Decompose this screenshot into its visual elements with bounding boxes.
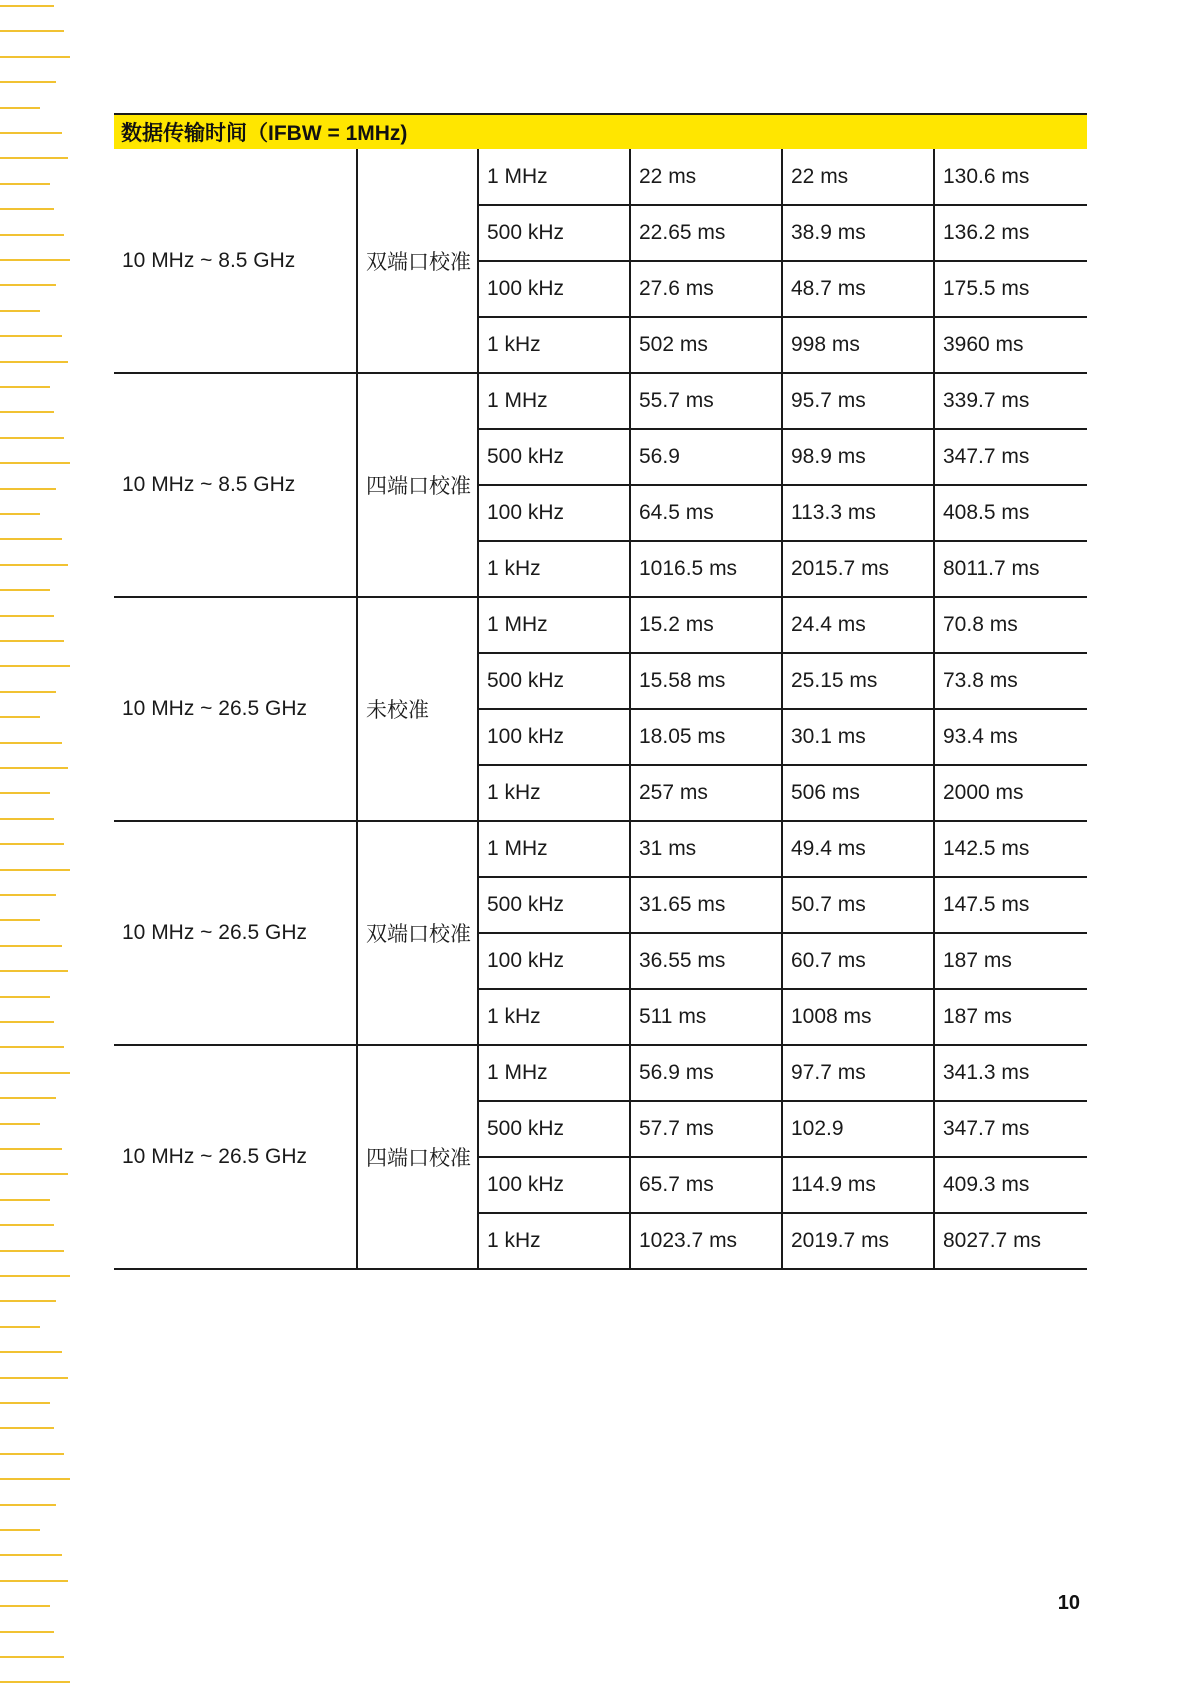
ifbw-cell: 1 kHz	[478, 989, 630, 1045]
margin-stripe	[0, 1504, 56, 1506]
margin-stripe	[0, 1275, 70, 1277]
margin-stripe	[0, 945, 62, 947]
margin-stripe	[0, 1046, 64, 1048]
margin-decoration	[0, 0, 72, 1696]
margin-stripe	[0, 411, 54, 413]
margin-stripe	[0, 1351, 62, 1353]
time-cell: 114.9 ms	[782, 1157, 934, 1213]
time-cell: 8027.7 ms	[934, 1213, 1087, 1269]
margin-stripe	[0, 1478, 70, 1480]
time-cell: 98.9 ms	[782, 429, 934, 485]
frequency-range-cell: 10 MHz ~ 26.5 GHz	[114, 1045, 357, 1269]
margin-stripe	[0, 56, 70, 58]
time-cell: 56.9	[630, 429, 782, 485]
margin-stripe	[0, 1173, 68, 1175]
ifbw-cell: 1 MHz	[478, 597, 630, 653]
margin-stripe	[0, 665, 70, 667]
table-row	[114, 821, 1087, 877]
margin-stripe	[0, 335, 62, 337]
margin-stripe	[0, 5, 54, 7]
calibration-cell: 未校准	[357, 597, 478, 821]
time-cell: 341.3 ms	[934, 1045, 1087, 1101]
section-title	[114, 113, 1087, 149]
ifbw-cell: 1 MHz	[478, 149, 630, 205]
margin-stripe	[0, 1300, 56, 1302]
ifbw-cell: 100 kHz	[478, 1157, 630, 1213]
table-row	[114, 1045, 1087, 1101]
table-row	[114, 149, 1087, 205]
time-cell: 2015.7 ms	[782, 541, 934, 597]
margin-stripe	[0, 1377, 68, 1379]
margin-stripe	[0, 1529, 40, 1531]
time-cell: 408.5 ms	[934, 485, 1087, 541]
time-cell: 56.9 ms	[630, 1045, 782, 1101]
transfer-time-table	[114, 149, 1087, 1270]
margin-stripe	[0, 30, 64, 32]
time-cell: 187 ms	[934, 933, 1087, 989]
time-cell: 130.6 ms	[934, 149, 1087, 205]
time-cell: 30.1 ms	[782, 709, 934, 765]
time-cell: 257 ms	[630, 765, 782, 821]
time-cell: 48.7 ms	[782, 261, 934, 317]
calibration-cell: 双端口校准	[357, 821, 478, 1045]
time-cell: 102.9	[782, 1101, 934, 1157]
calibration-cell: 双端口校准	[357, 149, 478, 373]
time-cell: 31.65 ms	[630, 877, 782, 933]
time-cell: 339.7 ms	[934, 373, 1087, 429]
margin-stripe	[0, 361, 68, 363]
ifbw-cell: 500 kHz	[478, 1101, 630, 1157]
margin-stripe	[0, 1148, 62, 1150]
margin-stripe	[0, 843, 64, 845]
time-cell: 187 ms	[934, 989, 1087, 1045]
margin-stripe	[0, 996, 50, 998]
margin-stripe	[0, 1326, 40, 1328]
ifbw-cell: 100 kHz	[478, 485, 630, 541]
margin-stripe	[0, 513, 40, 515]
time-cell: 3960 ms	[934, 317, 1087, 373]
time-cell: 93.4 ms	[934, 709, 1087, 765]
margin-stripe	[0, 107, 40, 109]
ifbw-cell: 500 kHz	[478, 205, 630, 261]
margin-stripe	[0, 234, 64, 236]
margin-stripe	[0, 1097, 56, 1099]
time-cell: 409.3 ms	[934, 1157, 1087, 1213]
time-cell: 8011.7 ms	[934, 541, 1087, 597]
margin-stripe	[0, 1427, 54, 1429]
ifbw-cell: 1 kHz	[478, 1213, 630, 1269]
margin-stripe	[0, 1402, 50, 1404]
margin-stripe	[0, 564, 68, 566]
ifbw-cell: 500 kHz	[478, 877, 630, 933]
time-cell: 113.3 ms	[782, 485, 934, 541]
time-cell: 18.05 ms	[630, 709, 782, 765]
time-cell: 73.8 ms	[934, 653, 1087, 709]
margin-stripe	[0, 462, 70, 464]
time-cell: 27.6 ms	[630, 261, 782, 317]
time-cell: 49.4 ms	[782, 821, 934, 877]
time-cell: 22 ms	[782, 149, 934, 205]
time-cell: 25.15 ms	[782, 653, 934, 709]
margin-stripe	[0, 1072, 70, 1074]
margin-stripe	[0, 1250, 64, 1252]
margin-stripe	[0, 1631, 54, 1633]
table-row	[114, 373, 1087, 429]
margin-stripe	[0, 81, 56, 83]
time-cell: 22 ms	[630, 149, 782, 205]
ifbw-cell: 100 kHz	[478, 933, 630, 989]
time-cell: 50.7 ms	[782, 877, 934, 933]
ifbw-cell: 1 kHz	[478, 541, 630, 597]
margin-stripe	[0, 615, 54, 617]
ifbw-cell: 1 MHz	[478, 1045, 630, 1101]
margin-stripe	[0, 716, 40, 718]
frequency-range-cell: 10 MHz ~ 26.5 GHz	[114, 597, 357, 821]
ifbw-cell: 500 kHz	[478, 429, 630, 485]
margin-stripe	[0, 1123, 40, 1125]
margin-stripe	[0, 792, 50, 794]
time-cell: 347.7 ms	[934, 1101, 1087, 1157]
time-cell: 31 ms	[630, 821, 782, 877]
margin-stripe	[0, 1681, 70, 1683]
margin-stripe	[0, 1199, 50, 1201]
margin-stripe	[0, 488, 56, 490]
calibration-cell: 四端口校准	[357, 1045, 478, 1269]
time-cell: 1016.5 ms	[630, 541, 782, 597]
time-cell: 97.7 ms	[782, 1045, 934, 1101]
frequency-range-cell: 10 MHz ~ 8.5 GHz	[114, 149, 357, 373]
time-cell: 64.5 ms	[630, 485, 782, 541]
time-cell: 65.7 ms	[630, 1157, 782, 1213]
frequency-range-cell: 10 MHz ~ 26.5 GHz	[114, 821, 357, 1045]
margin-stripe	[0, 818, 54, 820]
margin-stripe	[0, 589, 50, 591]
time-cell: 347.7 ms	[934, 429, 1087, 485]
ifbw-cell: 1 kHz	[478, 317, 630, 373]
table-row	[114, 597, 1087, 653]
margin-stripe	[0, 386, 50, 388]
time-cell: 147.5 ms	[934, 877, 1087, 933]
margin-stripe	[0, 919, 40, 921]
margin-stripe	[0, 157, 68, 159]
margin-stripe	[0, 767, 68, 769]
time-cell: 22.65 ms	[630, 205, 782, 261]
time-cell: 506 ms	[782, 765, 934, 821]
margin-stripe	[0, 1580, 68, 1582]
margin-stripe	[0, 691, 56, 693]
time-cell: 998 ms	[782, 317, 934, 373]
time-cell: 511 ms	[630, 989, 782, 1045]
time-cell: 24.4 ms	[782, 597, 934, 653]
margin-stripe	[0, 894, 56, 896]
margin-stripe	[0, 284, 56, 286]
time-cell: 60.7 ms	[782, 933, 934, 989]
margin-stripe	[0, 1453, 64, 1455]
margin-stripe	[0, 1656, 64, 1658]
margin-stripe	[0, 1554, 62, 1556]
margin-stripe	[0, 640, 64, 642]
ifbw-cell: 500 kHz	[478, 653, 630, 709]
ifbw-cell: 1 MHz	[478, 821, 630, 877]
margin-stripe	[0, 437, 64, 439]
ifbw-cell: 100 kHz	[478, 709, 630, 765]
time-cell: 2019.7 ms	[782, 1213, 934, 1269]
margin-stripe	[0, 183, 50, 185]
margin-stripe	[0, 869, 70, 871]
time-cell: 2000 ms	[934, 765, 1087, 821]
margin-stripe	[0, 538, 62, 540]
margin-stripe	[0, 259, 70, 261]
frequency-range-cell: 10 MHz ~ 8.5 GHz	[114, 373, 357, 597]
time-cell: 36.55 ms	[630, 933, 782, 989]
page-number: 10	[1057, 1592, 1080, 1614]
margin-stripe	[0, 132, 62, 134]
calibration-cell: 四端口校准	[357, 373, 478, 597]
section-title-text: 数据传输时间（IFBW = 1MHz)	[121, 122, 408, 145]
time-cell: 502 ms	[630, 317, 782, 373]
time-cell: 38.9 ms	[782, 205, 934, 261]
margin-stripe	[0, 970, 68, 972]
margin-stripe	[0, 1605, 50, 1607]
margin-stripe	[0, 1224, 54, 1226]
time-cell: 142.5 ms	[934, 821, 1087, 877]
time-cell: 1023.7 ms	[630, 1213, 782, 1269]
ifbw-cell: 100 kHz	[478, 261, 630, 317]
margin-stripe	[0, 310, 40, 312]
time-cell: 70.8 ms	[934, 597, 1087, 653]
time-cell: 15.2 ms	[630, 597, 782, 653]
time-cell: 136.2 ms	[934, 205, 1087, 261]
ifbw-cell: 1 MHz	[478, 373, 630, 429]
ifbw-cell: 1 kHz	[478, 765, 630, 821]
margin-stripe	[0, 208, 54, 210]
time-cell: 1008 ms	[782, 989, 934, 1045]
time-cell: 95.7 ms	[782, 373, 934, 429]
margin-stripe	[0, 1021, 54, 1023]
time-cell: 175.5 ms	[934, 261, 1087, 317]
time-cell: 57.7 ms	[630, 1101, 782, 1157]
time-cell: 15.58 ms	[630, 653, 782, 709]
margin-stripe	[0, 742, 62, 744]
time-cell: 55.7 ms	[630, 373, 782, 429]
